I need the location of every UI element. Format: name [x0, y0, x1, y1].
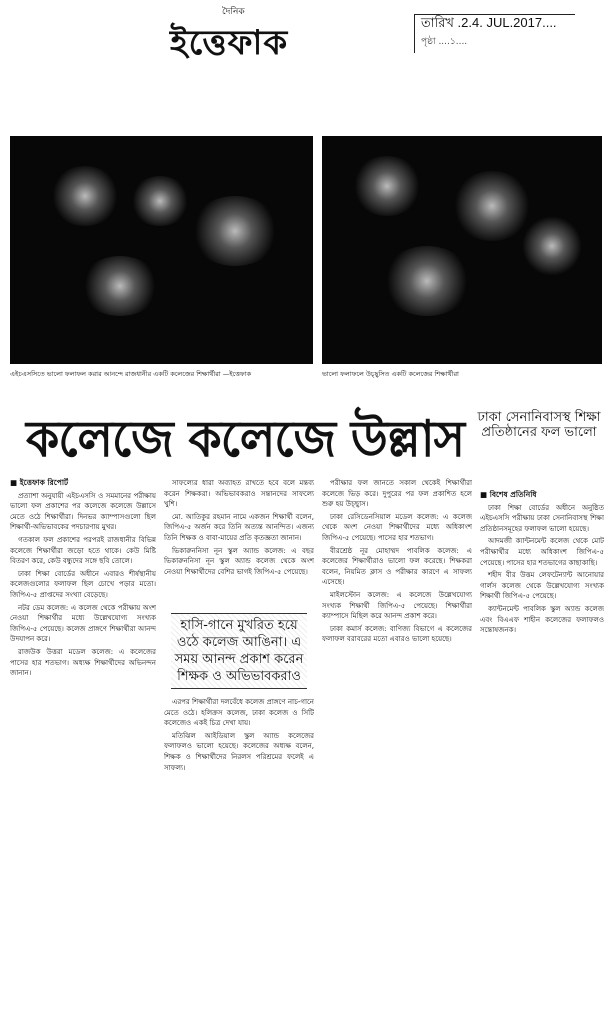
photo-caption-left: এইচএসসিতে ভালো ফলাফল করার আনন্দে রাজধানীর একটি কলেজের শিক্ষার্থীরা —ইত্তেফাক: [10, 370, 252, 378]
article-column-3: [322, 478, 472, 902]
paragraph: ক্যান্টনমেন্ট পাবলিক স্কুল অ্যান্ড কলেজ এবং বিএএফ শাহীন কলেজের ফলাফলও সন্তোষজনক।: [480, 604, 604, 635]
main-headline: কলেজে কলেজে উল্লাস: [26, 410, 465, 468]
date-stamp: [414, 14, 575, 53]
side-story-headline: ঢাকা সেনানিবাসস্থ শিক্ষা প্রতিষ্ঠানের ফল ভালো: [477, 410, 601, 440]
article-column-1: [10, 478, 156, 902]
paragraph: নটর ডেম কলেজ: এ কলেজ থেকে পরীক্ষায় অংশ নেওয়া শিক্ষার্থীর মধ্যে উল্লেখযোগ্য সংখ্যক জিপিএ-৫ পেয়েছে। কলেজ প্রাঙ্গণে শিক্ষার্থীরা আনন্দ উদযাপন করে।: [10, 603, 156, 644]
paragraph: মাইলস্টোন কলেজ: এ কলেজে উল্লেখযোগ্য সংখ্যক শিক্ষার্থী জিপিএ-৫ পেয়েছে। শিক্ষার্থীরা ক্যাম্পাসে মিছিল করে আনন্দ প্রকাশ করে।: [322, 590, 472, 621]
newspaper-masthead: ইত্তেফাক: [170, 23, 289, 63]
stamp-page: পৃষ্ঠা ....১....: [421, 37, 468, 47]
photo-caption-right: ভালো ফলাফলে উচ্ছ্বসিত একটি কলেজের শিক্ষার্থীরা: [322, 370, 459, 378]
paragraph: রাজউক উত্তরা মডেল কলেজ: এ কলেজের পাসের হার শতভাগ। অধ্যক্ষ শিক্ষার্থীদের অভিনন্দন জানান।: [10, 647, 156, 678]
paragraph: পরীক্ষার ফল জানতে সকাল থেকেই শিক্ষার্থীরা কলেজে ভিড় করে। দুপুরের পর ফল প্রকাশিত হলে শুরু হয় উচ্ছ্বাস।: [322, 479, 472, 509]
paragraph: প্রত্যাশা অনুযায়ী এইচএসসি ও সমমানের পরীক্ষায় ভালো ফল প্রকাশের পর কলেজে কলেজে উল্লাসে মেতে ওঠে শিক্ষার্থীরা। দিনভর ক্যাম্পাসগুলো ছিল শিক্ষার্থী-অভিভাবকের পদচারণায় মুখর।: [10, 491, 156, 532]
paragraph: সাফল্যের ধারা অব্যাহত রাখতে হবে বলে মন্তব্য করেন শিক্ষকরা। অভিভাবকরাও সন্তানদের সাফল্যে খুশি।: [164, 479, 314, 509]
paragraph: বীরশ্রেষ্ঠ নূর মোহাম্মদ পাবলিক কলেজ: এ কলেজের শিক্ষার্থীরাও ভালো ফল করেছে। শিক্ষকরা বলেন, নিয়মিত ক্লাস ও পরীক্ষার কারণে এ সাফল্য এসেছে।: [322, 546, 472, 587]
side-story-column: [480, 490, 604, 902]
article-column-2-top: [164, 478, 314, 605]
paragraph: মতিঝিল আইডিয়াল স্কুল অ্যান্ড কলেজের ফলাফলও ভালো হয়েছে। কলেজের অধ্যক্ষ বলেন, শিক্ষক ও শিক্ষার্থীদের নিরলস পরিশ্রমের ফলেই এ সাফল্য।: [164, 731, 314, 772]
pull-quote: হাসি-গানে মুখরিত হয়ে ওঠে কলেজ আঙিনা। এ সময় আনন্দ প্রকাশ করেন শিক্ষক ও অভিভাবকরাও: [171, 613, 307, 689]
paragraph: শহীদ বীর উত্তম লেফটেন্যান্ট আনোয়ার গার্লস কলেজ থেকে উল্লেখযোগ্য সংখ্যক শিক্ষার্থী জিপিএ-৫ পেয়েছে।: [480, 571, 604, 601]
article-column-2-bottom: [164, 697, 314, 902]
masthead-tagline: দৈনিক: [222, 7, 245, 17]
paragraph: ঢাকা শিক্ষা বোর্ডের অধীনে এবারও শীর্ষস্থানীয় কলেজগুলোর ফলাফল ছিল চোখে পড়ার মতো। জিপিএ-৫ প্রাপ্তদের সংখ্যা বেড়েছে।: [10, 569, 156, 599]
photo-right: [322, 136, 602, 364]
article-column-2: [164, 478, 314, 902]
paragraph: গতকাল ফল প্রকাশের পরপরই রাজধানীর বিভিন্ন কলেজে শিক্ষার্থীরা জড়ো হতে থাকে। কেউ মিষ্টি বিতরণ করে, কেউ বন্ধুদের সঙ্গে ছবি তোলে।: [10, 535, 156, 566]
photo-left: [10, 136, 313, 364]
paragraph: আদমজী ক্যান্টনমেন্ট কলেজ থেকে মোট পরীক্ষার্থীর মধ্যে অধিকাংশ জিপিএ-৫ পেয়েছে। পাসের হার শতভাগের কাছাকাছি।: [480, 537, 604, 567]
paragraph: এরপর শিক্ষার্থীরা দলবেঁধে কলেজ প্রাঙ্গণে নাচ-গানে মেতে ওঠে। হলিক্রস কলেজ, ঢাকা কলেজ ও সিটি কলেজেও একই চিত্র দেখা যায়।: [164, 698, 314, 728]
paragraph: ঢাকা শিক্ষা বোর্ডের অধীনে অনুষ্ঠিত এইচএসসি পরীক্ষায় ঢাকা সেনানিবাসস্থ শিক্ষা প্রতিষ্ঠানসমূহের ফলাফল ভালো হয়েছে।: [480, 503, 604, 533]
side-byline: ■ বিশেষ প্রতিনিধি: [480, 490, 537, 499]
paragraph: ঢাকা কমার্স কলেজ: বাণিজ্য বিভাগে এ কলেজের ফলাফল বরাবরের মতো এবারও ভালো হয়েছে।: [322, 624, 472, 644]
paragraph: ভিকারুননিসা নূন স্কুল অ্যান্ড কলেজ: এ বছর ভিকারুননিসা নূন স্কুল অ্যান্ড কলেজ থেকে অংশ নেওয়া শিক্ষার্থীদের বেশির ভাগই জিপিএ-৫ পেয়েছে।: [164, 546, 314, 576]
stamp-date: তারিখ .2.4. JUL.2017....: [421, 15, 557, 30]
paragraph: মো. আতিকুর রহমান নামে একজন শিক্ষার্থী বলেন, জিপিএ-৫ অর্জন করে তিনি অত্যন্ত আনন্দিত। এজন্য তিনি শিক্ষক ও বাবা-মায়ের প্রতি কৃতজ্ঞতা জানান।: [164, 512, 314, 542]
byline: ■ ইত্তেফাক রিপোর্ট: [10, 478, 69, 487]
paragraph: ঢাকা রেসিডেনসিয়াল মডেল কলেজ: এ কলেজ থেকে অংশ নেওয়া শিক্ষার্থীদের মধ্যে অধিকাংশ জিপিএ-৫ পেয়েছে। পাসের হার শতভাগ।: [322, 512, 472, 542]
